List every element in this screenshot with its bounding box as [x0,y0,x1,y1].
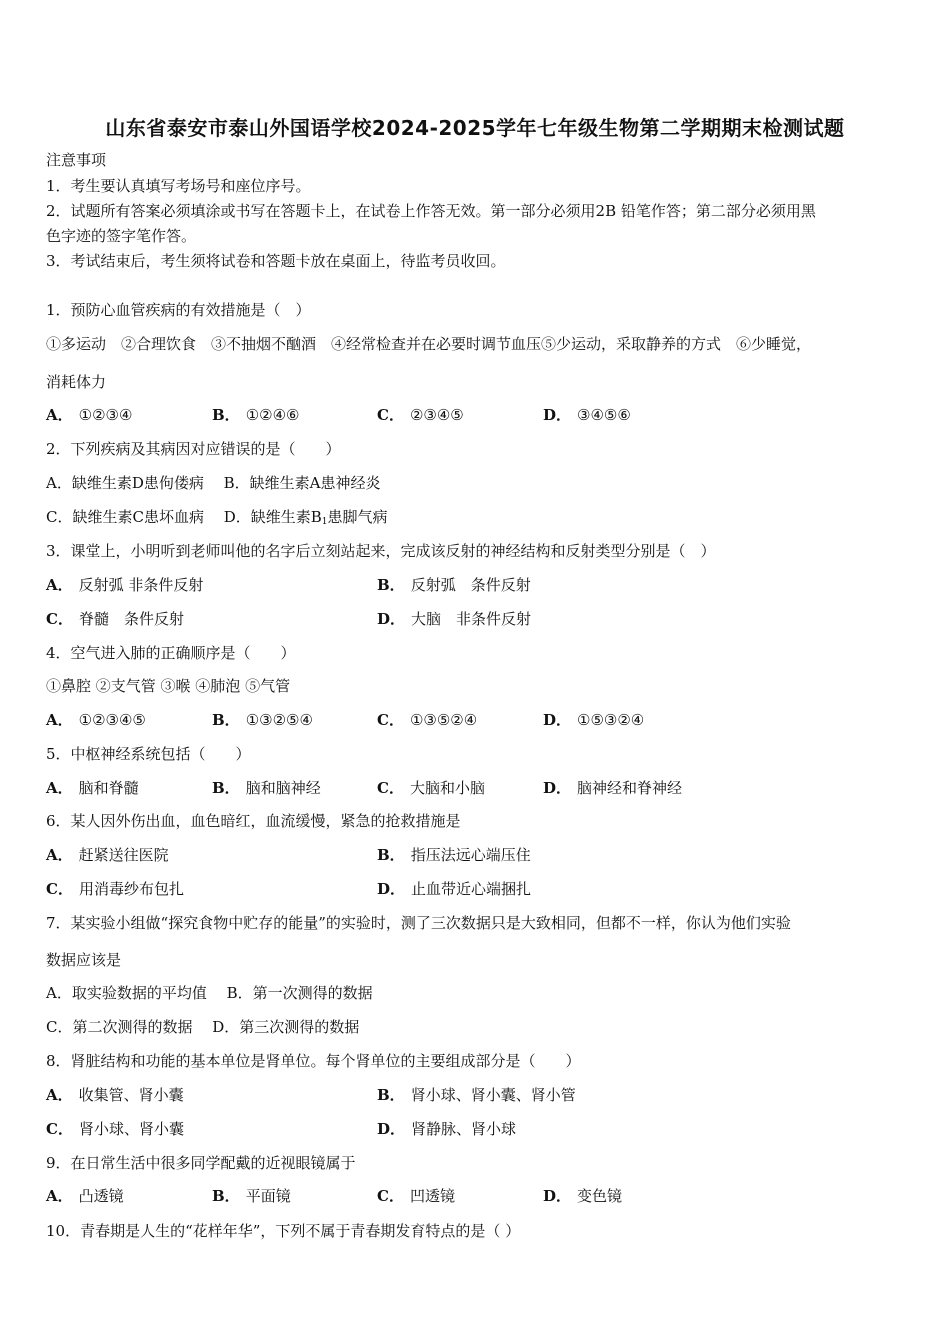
question-3-option-a[interactable]: A． 反射弧 非条件反射 [46,576,204,594]
question-5-option-d[interactable]: D． 脑神经和脊神经 [543,779,683,797]
notice-item: 3．考试结束后，考生须将试卷和答题卡放在桌面上，待监考员收回。 [46,252,506,270]
question-1-option-c[interactable]: C． ②③④⑤ [377,406,464,424]
question-4-option-a[interactable]: A． ①②③④⑤ [46,711,146,729]
question-7-stem: 7．某实验小组做“探究食物中贮存的能量”的实验时，测了三次数据只是大致相同，但都不一样，你认为他们实验 [46,914,791,932]
question-1-option-b[interactable]: B． ①②④⑥ [212,406,300,424]
question-1-option-a[interactable]: A． ①②③④ [46,406,133,424]
question-9-option-c[interactable]: C． 凹透镜 [377,1187,455,1205]
question-3-stem: 3．课堂上，小明听到老师叫他的名字后立刻站起来，完成该反射的神经结构和反射类型分别是（ ） [46,542,716,560]
question-8-option-d[interactable]: D． 肾静脉、肾小球 [377,1120,517,1138]
exam-title: 山东省泰安市泰山外国语学校2024-2025学年七年级生物第二学期期末检测试题 [105,116,845,140]
question-3-option-c[interactable]: C． 脊髓 条件反射 [46,610,184,628]
notice-item: 1．考生要认真填写考场号和座位序号。 [46,177,311,195]
question-8-option-c[interactable]: C． 肾小球、肾小囊 [46,1120,184,1138]
question-5-option-a[interactable]: A． 脑和脊髓 [46,779,139,797]
question-8-option-a[interactable]: A． 收集管、肾小囊 [46,1086,184,1104]
question-4-option-c[interactable]: C． ①③⑤②④ [377,711,478,729]
question-3-option-d[interactable]: D． 大脑 非条件反射 [377,610,532,628]
question-6-option-c[interactable]: C． 用消毒纱布包扎 [46,880,184,898]
question-1-stem: 1．预防心血管疾病的有效措施是（ ） [46,301,311,319]
question-4-info: ①鼻腔 ②支气管 ③喉 ④肺泡 ⑤气管 [46,677,291,695]
question-5-option-c[interactable]: C． 大脑和小脑 [377,779,485,797]
question-6-option-d[interactable]: D． 止血带近心端捆扎 [377,880,532,898]
question-2-options-ab[interactable]: A．缺维生素D患佝偻病 B．缺维生素A患神经炎 [46,474,381,492]
question-10-stem: 10．青春期是人生的“花样年华”，下列不属于青春期发育特点的是（ ） [46,1222,521,1240]
question-1-info: ①多运动 ②合理饮食 ③不抽烟不酗酒 ④经常检查并在必要时调节血压⑤少运动，采取静养的方式 ⑥少睡觉， [46,335,812,353]
question-4-option-d[interactable]: D． ①⑤③②④ [543,711,645,729]
question-3-option-b[interactable]: B． 反射弧 条件反射 [377,576,531,594]
question-9-option-d[interactable]: D． 变色镜 [543,1187,623,1205]
question-1-option-d[interactable]: D． ③④⑤⑥ [543,406,631,424]
question-2-options-cd[interactable]: C．缺维生素C患坏血病 D．缺维生素$B_1$患脚气病 [46,508,388,527]
question-9-option-b[interactable]: B． 平面镜 [212,1187,291,1205]
question-7-options-cd[interactable]: C．第二次测得的数据 D．第三次测得的数据 [46,1018,360,1036]
question-5-stem: 5．中枢神经系统包括（ ） [46,745,251,763]
question-7-options-ab[interactable]: A．取实验数据的平均值 B．第一次测得的数据 [46,984,373,1002]
notice-heading: 注意事项 [46,151,107,169]
question-8-stem: 8．肾脏结构和功能的基本单位是肾单位。每个肾单位的主要组成部分是（ ） [46,1052,581,1070]
question-5-option-b[interactable]: B． 脑和脑神经 [212,779,321,797]
question-9-option-a[interactable]: A． 凸透镜 [46,1187,124,1205]
question-7-stem-cont: 数据应该是 [46,951,122,969]
question-6-option-a[interactable]: A． 赶紧送往医院 [46,846,169,864]
question-6-stem: 6．某人因外伤出血，血色暗红，血流缓慢，紧急的抢救措施是 [46,812,461,830]
question-1-info-cont: 消耗体力 [46,373,107,391]
notice-item: 色字迹的签字笔作答。 [46,227,197,245]
question-4-stem: 4．空气进入肺的正确顺序是（ ） [46,644,296,662]
notice-item: 2．试题所有答案必须填涂或书写在答题卡上，在试卷上作答无效。第一部分必须用2B 铅笔作答；第二部分必须用黑 [46,202,816,220]
question-6-option-b[interactable]: B． 指压法远心端压住 [377,846,531,864]
question-4-option-b[interactable]: B． ①③②⑤④ [212,711,313,729]
question-9-stem: 9．在日常生活中很多同学配戴的近视眼镜属于 [46,1154,356,1172]
question-2-stem: 2．下列疾病及其病因对应错误的是（ ） [46,440,341,458]
question-8-option-b[interactable]: B． 肾小球、肾小囊、肾小管 [377,1086,576,1104]
